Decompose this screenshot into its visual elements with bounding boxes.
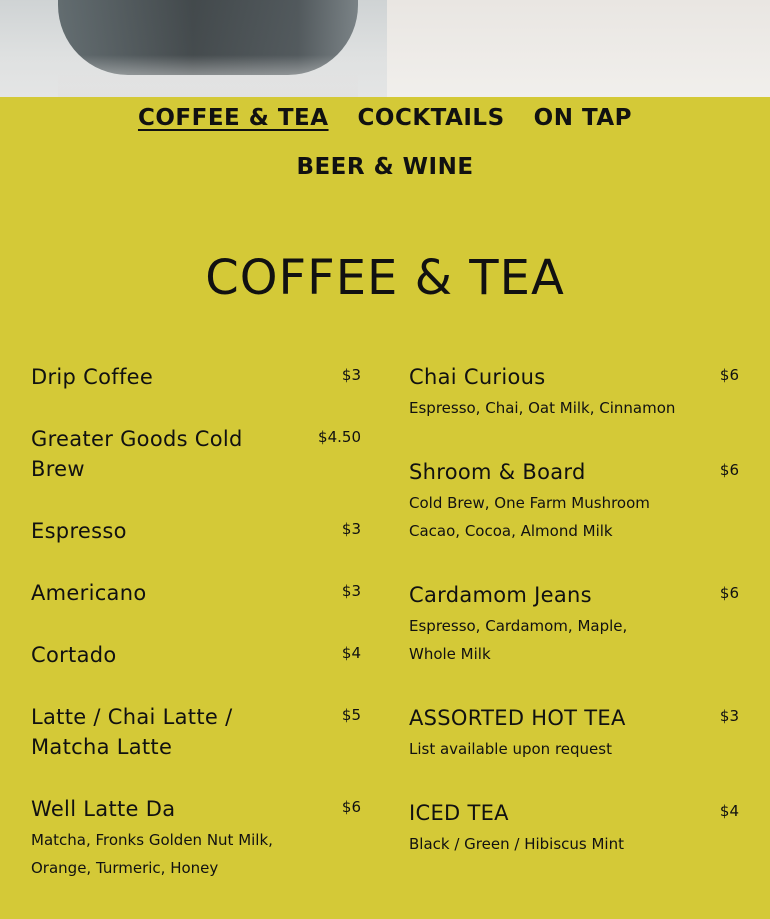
menu-item-name: Cardamom Jeans bbox=[409, 583, 592, 607]
menu-item-price: $3 bbox=[341, 520, 361, 538]
menu-item-price: $6 bbox=[341, 798, 361, 816]
menu-item bbox=[31, 578, 361, 640]
menu-item-price: $6 bbox=[719, 366, 739, 384]
menu-item-name: Shroom & Board bbox=[409, 460, 586, 484]
menu-item-price: $3 bbox=[719, 707, 739, 725]
menu-item bbox=[409, 457, 739, 580]
nav-beer-wine[interactable]: BEER & WINE bbox=[296, 154, 474, 180]
menu-item bbox=[31, 702, 361, 794]
menu-item bbox=[409, 580, 739, 703]
menu-item-price: $3 bbox=[341, 366, 361, 384]
nav-row bbox=[0, 154, 770, 180]
menu-item-name: ASSORTED HOT TEA bbox=[409, 706, 626, 730]
menu-column-right bbox=[409, 362, 739, 858]
menu-item-name: Drip Coffee bbox=[31, 365, 154, 389]
nav-on-tap[interactable]: ON TAP bbox=[533, 105, 633, 131]
menu-item-name: ICED TEA bbox=[409, 801, 509, 825]
menu-item-price: $6 bbox=[719, 461, 739, 479]
menu-item-name: Well Latte Da bbox=[31, 797, 176, 821]
section-title: COFFEE & TEA bbox=[205, 250, 565, 306]
menu-item-description: Black / Green / Hibiscus Mint bbox=[409, 835, 624, 853]
menu-item bbox=[409, 798, 739, 858]
nav-cocktails[interactable]: COCKTAILS bbox=[357, 105, 505, 131]
menu-item-description: Espresso, Chai, Oat Milk, Cinnamon bbox=[409, 399, 676, 417]
menu-item-price: $6 bbox=[719, 584, 739, 602]
menu-item-description: Matcha, Fronks Golden Nut Milk, Orange, Turmeric, Honey bbox=[31, 831, 273, 877]
menu-item-name: Greater Goods Cold Brew bbox=[31, 427, 243, 481]
menu-item bbox=[31, 362, 361, 424]
menu-item-price: $4.50 bbox=[318, 428, 361, 446]
menu-item-name: Chai Curious bbox=[409, 365, 546, 389]
menu-item-name: Americano bbox=[31, 581, 147, 605]
menu-item-price: $4 bbox=[719, 802, 739, 820]
nav-row bbox=[0, 105, 770, 131]
hero-image bbox=[0, 0, 770, 97]
menu-item bbox=[31, 424, 361, 516]
menu-item-price: $3 bbox=[341, 582, 361, 600]
menu-item bbox=[31, 640, 361, 702]
hero-photo-left bbox=[0, 0, 387, 97]
menu-item-description: List available upon request bbox=[409, 740, 612, 758]
menu-item bbox=[31, 794, 361, 882]
menu-column-left bbox=[31, 362, 361, 882]
menu-item-price: $4 bbox=[341, 644, 361, 662]
menu-item-name: Espresso bbox=[31, 519, 127, 543]
hero-photo-right bbox=[387, 0, 770, 97]
hero-shade bbox=[58, 55, 358, 97]
menu-item bbox=[409, 703, 739, 798]
menu-item bbox=[409, 362, 739, 457]
menu-item-name: Cortado bbox=[31, 643, 117, 667]
menu-item bbox=[31, 516, 361, 578]
menu-item-name: Latte / Chai Latte / Matcha Latte bbox=[31, 705, 233, 759]
menu-item-description: Espresso, Cardamom, Maple, Whole Milk bbox=[409, 617, 628, 663]
menu-item-description: Cold Brew, One Farm Mushroom Cacao, Cocoa, Almond Milk bbox=[409, 494, 650, 540]
menu-item-price: $5 bbox=[341, 706, 361, 724]
nav-coffee-tea[interactable]: COFFEE & TEA bbox=[137, 105, 329, 131]
